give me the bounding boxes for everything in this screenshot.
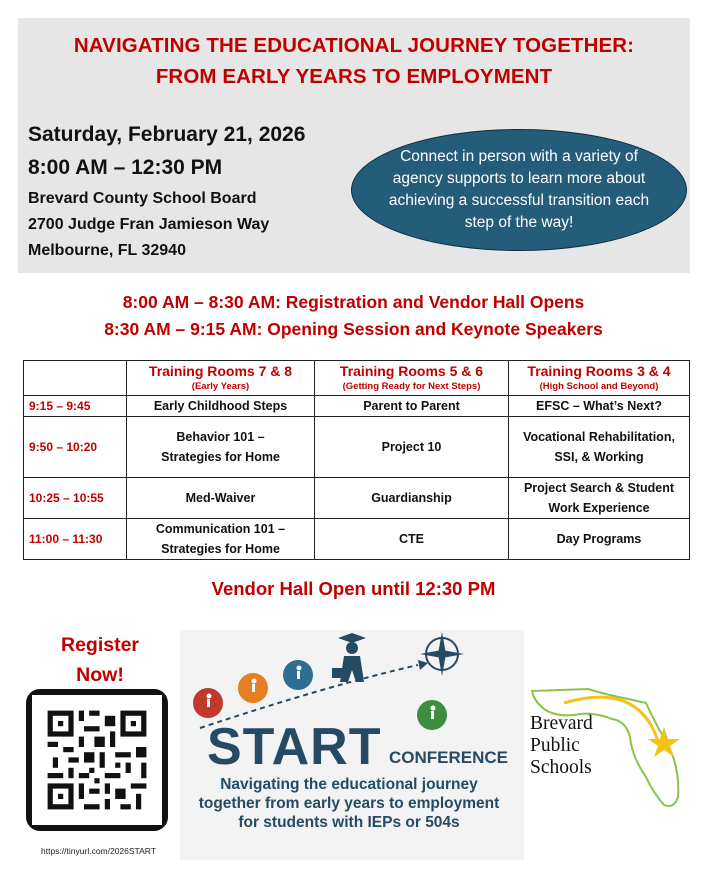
column-subtitle: (Early Years): [191, 381, 250, 392]
qr-code[interactable]: [26, 689, 168, 831]
session-time: 9:15 – 9:45: [24, 396, 127, 417]
table-row: [24, 478, 690, 519]
event-city: Melbourne, FL 32940: [28, 242, 186, 259]
session-cell: Day Programs: [509, 519, 690, 560]
column-subtitle: (High School and Beyond): [539, 381, 659, 392]
session-cell: Guardianship: [315, 478, 509, 519]
title-line-2: FROM EARLY YEARS TO EMPLOYMENT: [155, 65, 553, 88]
table-row: [24, 519, 690, 560]
column-header-rooms-5-6: [315, 361, 509, 396]
session-cell: Communication 101 – Strategies for Home: [127, 519, 315, 560]
bps-line-2: Public: [530, 735, 580, 756]
bps-line-3: Schools: [530, 757, 592, 778]
graduate-icon: [332, 633, 366, 682]
column-subtitle: (Getting Ready for Next Steps): [342, 381, 481, 392]
table-header-row: [24, 361, 690, 396]
event-venue: Brevard County School Board: [28, 190, 257, 207]
vendor-hall-note: Vendor Hall Open until 12:30 PM: [211, 578, 496, 599]
column-title: Training Rooms 5 & 6: [339, 363, 484, 379]
title-line-1: NAVIGATING THE EDUCATIONAL JOURNEY TOGETHER:: [73, 34, 635, 57]
column-header-rooms-7-8: [127, 361, 315, 396]
table-row: [24, 417, 690, 478]
schedule-line-registration: 8:00 AM – 8:30 AM: Registration and Vendor Hall Opens: [122, 292, 585, 312]
table-row: [24, 396, 690, 417]
session-table: [23, 360, 690, 560]
event-time: 8:00 AM – 12:30 PM: [28, 156, 223, 179]
register-url[interactable]: https://tinyurl.com/2026START: [41, 846, 156, 856]
event-title: [18, 30, 690, 92]
session-cell: Early Childhood Steps: [127, 396, 315, 417]
session-cell: CTE: [315, 519, 509, 560]
event-street: 2700 Judge Fran Jamieson Way: [28, 216, 270, 233]
session-cell: Parent to Parent: [315, 396, 509, 417]
info-oval-text: Connect in person with a variety of agency supports to learn more about achieving a successful transition each step of the way!: [388, 148, 650, 231]
session-time: 9:50 – 10:20: [24, 417, 127, 478]
column-header-rooms-3-4: [509, 361, 690, 396]
bps-logo-text: [530, 713, 593, 779]
session-cell: Behavior 101 – Strategies for Home: [127, 417, 315, 478]
compass-icon: [420, 632, 464, 676]
register-heading: [40, 630, 160, 690]
column-title: Training Rooms 3 & 4: [527, 363, 671, 379]
session-time: 10:25 – 10:55: [24, 478, 127, 519]
table-corner-cell: [24, 361, 127, 396]
event-date: Saturday, February 21, 2026: [28, 123, 306, 146]
session-time: 11:00 – 11:30: [24, 519, 127, 560]
register-line-2: Now!: [76, 664, 124, 686]
bps-line-1: Brevard: [530, 713, 593, 734]
info-oval: [351, 129, 687, 251]
session-cell: EFSC – What’s Next?: [509, 396, 690, 417]
register-line-1: Register: [60, 634, 140, 656]
schedule-line-opening: 8:30 AM – 9:15 AM: Opening Session and Keynote Speakers: [104, 319, 603, 339]
session-cell: Project 10: [315, 417, 509, 478]
conference-tagline: Navigating the educational journey together from early years to employment for students with IEPs or 504s: [198, 776, 500, 831]
conference-wordmark: CONFERENCE: [389, 748, 509, 767]
session-cell: Vocational Rehabilitation, SSI, & Working: [509, 417, 690, 478]
session-cell: Project Search & Student Work Experience: [509, 478, 690, 519]
column-title: Training Rooms 7 & 8: [148, 363, 293, 379]
start-wordmark: START: [207, 718, 382, 776]
session-cell: Med-Waiver: [127, 478, 315, 519]
qr-code-icon: [32, 695, 162, 825]
